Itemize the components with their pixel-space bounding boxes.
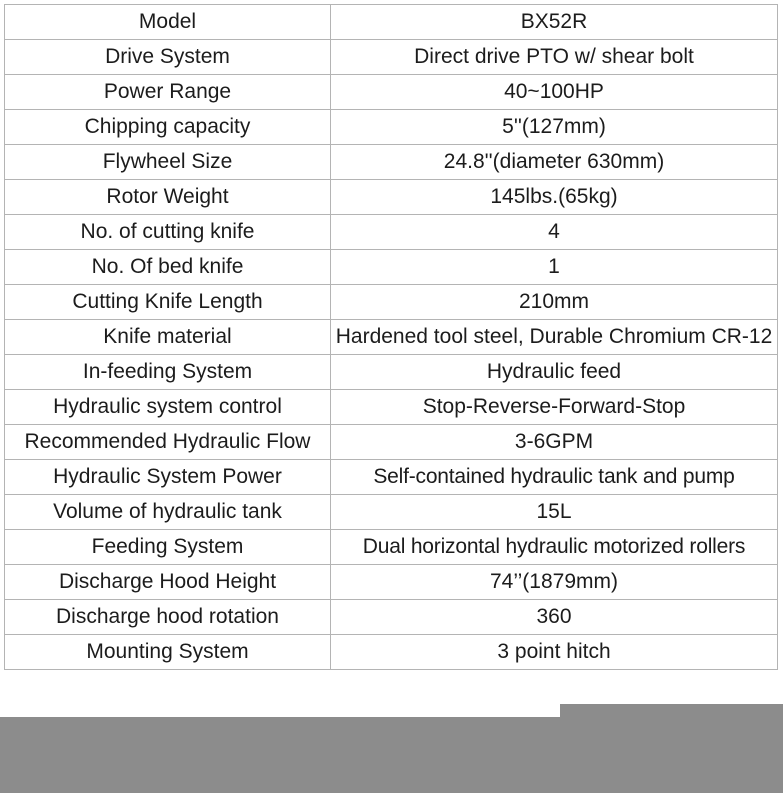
table-row: [5, 390, 778, 425]
spec-label: Chipping capacity: [5, 110, 331, 145]
spec-value: Stop-Reverse-Forward-Stop: [331, 390, 778, 425]
table-row: [5, 425, 778, 460]
table-row: [5, 145, 778, 180]
spec-value: 3-6GPM: [331, 425, 778, 460]
table-row: [5, 635, 778, 670]
spec-table: [4, 4, 778, 670]
spec-label: Flywheel Size: [5, 145, 331, 180]
spec-value: 210mm: [331, 285, 778, 320]
spec-label: Hydraulic system control: [5, 390, 331, 425]
table-row: [5, 565, 778, 600]
gray-overlay-notch: [560, 704, 783, 718]
spec-label: Cutting Knife Length: [5, 285, 331, 320]
spec-label: Discharge hood rotation: [5, 600, 331, 635]
spec-label: Recommended Hydraulic Flow: [5, 425, 331, 460]
spec-value: Dual horizontal hydraulic motorized rollers: [331, 530, 778, 565]
table-row: [5, 40, 778, 75]
table-row: [5, 5, 778, 40]
spec-value: 24.8''(diameter 630mm): [331, 145, 778, 180]
spec-label: Knife material: [5, 320, 331, 355]
spec-value: 15L: [331, 495, 778, 530]
spec-label: No. Of bed knife: [5, 250, 331, 285]
table-row: [5, 495, 778, 530]
spec-value: 5''(127mm): [331, 110, 778, 145]
spec-label: Model: [5, 5, 331, 40]
spec-value: 1: [331, 250, 778, 285]
spec-value: Hardened tool steel, Durable Chromium CR-12: [331, 320, 778, 355]
table-row: [5, 320, 778, 355]
table-row: [5, 75, 778, 110]
table-row: [5, 530, 778, 565]
spec-value: 3 point hitch: [331, 635, 778, 670]
spec-label: Volume of hydraulic tank: [5, 495, 331, 530]
spec-label: Power Range: [5, 75, 331, 110]
spec-value: 4: [331, 215, 778, 250]
spec-value: 360: [331, 600, 778, 635]
table-row: [5, 460, 778, 495]
spec-value: Hydraulic feed: [331, 355, 778, 390]
table-row: [5, 600, 778, 635]
spec-label: No. of cutting knife: [5, 215, 331, 250]
spec-value: 145lbs.(65kg): [331, 180, 778, 215]
spec-value: 40~100HP: [331, 75, 778, 110]
spec-table-body: [5, 5, 778, 670]
spec-value: Self-contained hydraulic tank and pump: [331, 460, 778, 495]
spec-label: Mounting System: [5, 635, 331, 670]
table-row: [5, 110, 778, 145]
spec-label: Drive System: [5, 40, 331, 75]
spec-label: Feeding System: [5, 530, 331, 565]
spec-label: Rotor Weight: [5, 180, 331, 215]
table-row: [5, 215, 778, 250]
spec-value: 74’’(1879mm): [331, 565, 778, 600]
table-row: [5, 180, 778, 215]
table-row: [5, 250, 778, 285]
spec-value: Direct drive PTO w/ shear bolt: [331, 40, 778, 75]
gray-overlay-band: [0, 717, 783, 793]
spec-label: Discharge Hood Height: [5, 565, 331, 600]
spec-label: Hydraulic System Power: [5, 460, 331, 495]
table-row: [5, 355, 778, 390]
table-row: [5, 285, 778, 320]
spec-value: BX52R: [331, 5, 778, 40]
spec-label: In-feeding System: [5, 355, 331, 390]
